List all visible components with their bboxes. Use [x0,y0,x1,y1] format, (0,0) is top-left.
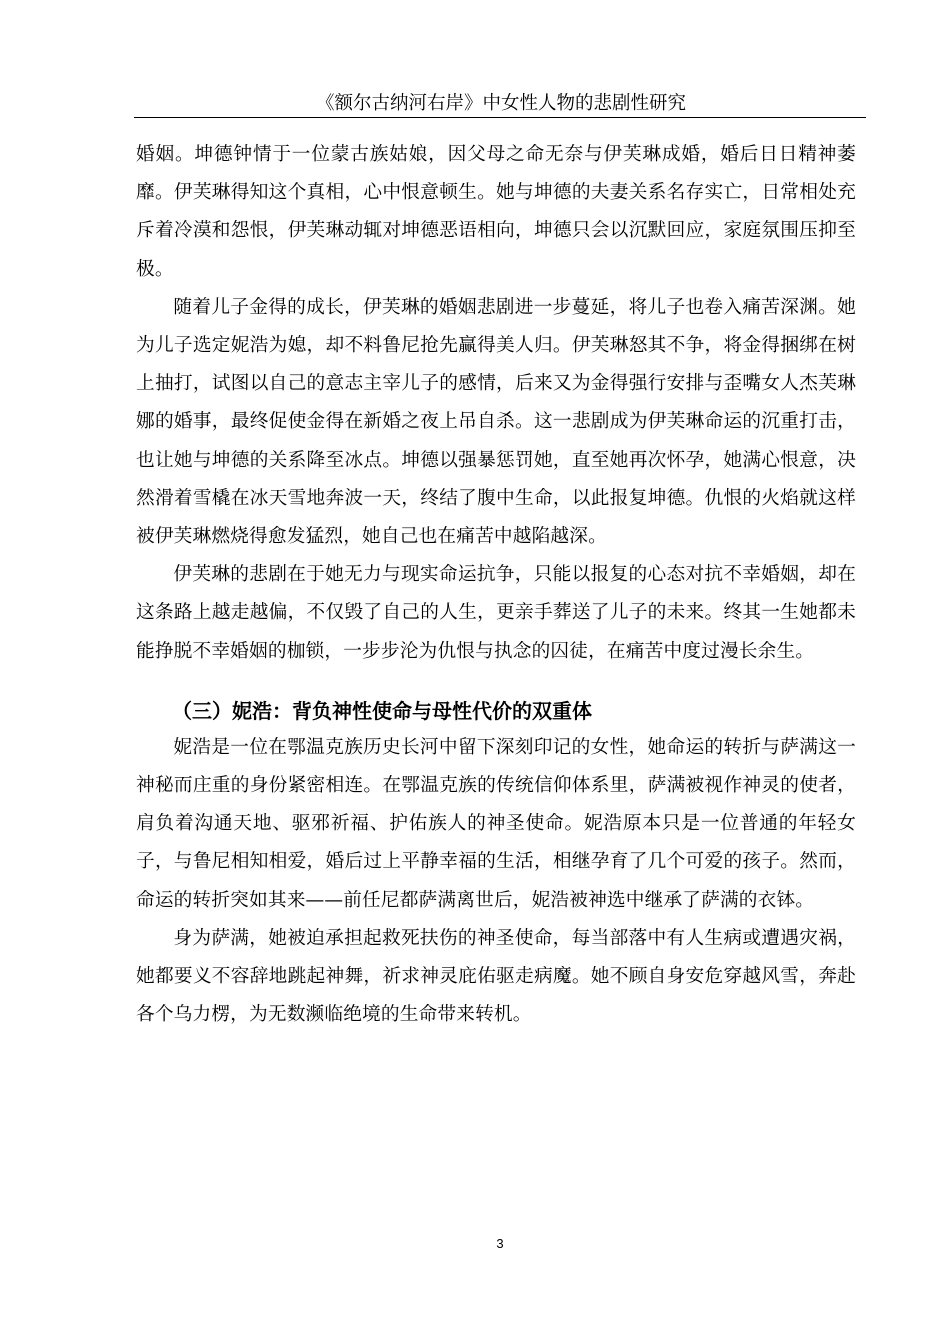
section-heading: （三）妮浩：背负神性使命与母性代价的双重体 [172,698,592,723]
running-header: 《额尔古纳河右岸》中女性人物的悲剧性研究 [315,93,686,114]
paragraph: 伊芙琳的悲剧在于她无力与现实命运抗争，只能以报复的心态对抗不幸婚姻，却在这条路上越走越偏，不仅毁了自己的人生，更亲手葬送了儿子的未来。终其一生她都未能挣脱不幸婚姻的枷锁，一步步沦为仇恨与执念的囚徒，在痛苦中度过漫长余生。 [136,564,856,662]
paragraph: 婚姻。坤德钟情于一位蒙古族姑娘，因父母之命无奈与伊芙琳成婚，婚后日日精神萎靡。伊芙琳得知这个真相，心中恨意顿生。她与坤德的夫妻关系名存实亡，日常相处充斥着冷漠和怨恨，伊芙琳动辄对坤德恶语相向，坤德只会以沉默回应，家庭氛围压抑至极。 [136,144,856,280]
body-text [136,136,856,1034]
paragraph: 随着儿子金得的成长，伊芙琳的婚姻悲剧进一步蔓延，将儿子也卷入痛苦深渊。她为儿子选定妮浩为媳，却不料鲁尼抢先赢得美人归。伊芙琳怒其不争，将金得捆绑在树上抽打，试图以自己的意志主宰儿子的感情，后来又为金得强行安排与歪嘴女人杰芙琳娜的婚事，最终促使金得在新婚之夜上吊自杀。这一悲剧成为伊芙琳命运的沉重打击，也让她与坤德的关系降至冰点。坤德以强暴惩罚她，直至她再次怀孕，她满心恨意，决然滑着雪橇在冰天雪地奔波一天，终结了腹中生命，以此报复坤德。仇恨的火焰就这样被伊芙琳燃烧得愈发猛烈，她自己也在痛苦中越陷越深。 [136,296,856,548]
header-rule [134,117,866,118]
page-number: 3 [496,1236,504,1251]
paragraph: 妮浩是一位在鄂温克族历史长河中留下深刻印记的女性，她命运的转折与萨满这一神秘而庄重的身份紧密相连。在鄂温克族的传统信仰体系里，萨满被视作神灵的使者，肩负着沟通天地、驱邪祈福、护佑族人的神圣使命。妮浩原本只是一位普通的年轻女子，与鲁尼相知相爱，婚后过上平静幸福的生活，相继孕育了几个可爱的孩子。然而，命运的转折突如其来——前任尼都萨满离世后，妮浩被神选中继承了萨满的衣钵。 [136,736,856,911]
paragraph: 身为萨满，她被迫承担起救死扶伤的神圣使命，每当部落中有人生病或遭遇灾祸，她都要义不容辞地跳起神舞，祈求神灵庇佑驱走病魔。她不顾自身安危穿越风雪，奔赴各个乌力楞，为无数濒临绝境的生命带来转机。 [136,927,856,1026]
